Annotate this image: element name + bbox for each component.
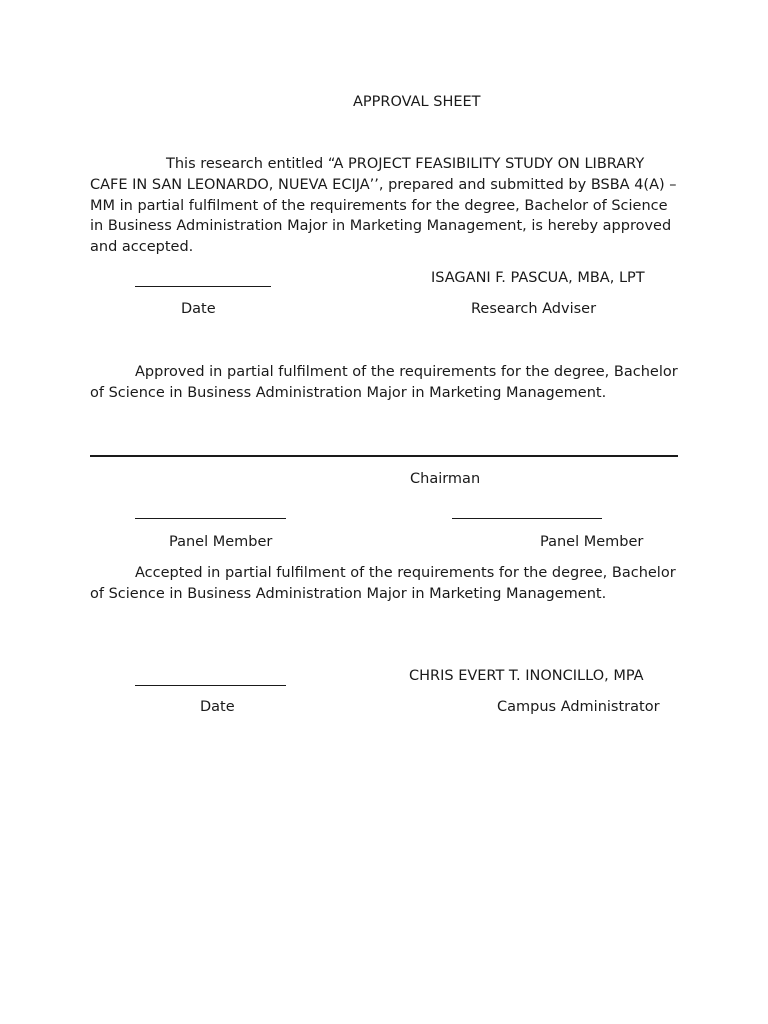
date-label: Date [181, 301, 216, 317]
adviser-role-label: Research Adviser [471, 301, 597, 317]
panel-member-left-label: Panel Member [169, 534, 273, 550]
approval-paragraph: Approved in partial fulfilment of the requirements for the degree, Bachelor of Science in Business Administration Major in Marketing Management. [90, 364, 678, 401]
panel-member-right-label: Panel Member [540, 534, 644, 550]
adviser-name: ISAGANI F. PASCUA, MBA, LPT [431, 270, 645, 286]
admin-date-label: Date [200, 699, 235, 715]
chairman-signature-line [90, 455, 678, 457]
acceptance-paragraph: Accepted in partial fulfilment of the requirements for the degree, Bachelor of Science in Business Administration Major in Marketing Management. [90, 565, 676, 602]
date-signature-line [135, 286, 271, 287]
panel-member-left-signature-line [135, 518, 286, 519]
document-title: APPROVAL SHEET [353, 94, 481, 110]
admin-name: CHRIS EVERT T. INONCILLO, MPA [409, 668, 644, 684]
admin-date-signature-line [135, 685, 286, 686]
admin-role-label: Campus Administrator [497, 699, 660, 715]
intro-paragraph: This research entitled “A PROJECT FEASIBILITY STUDY ON LIBRARY CAFE IN SAN LEONARDO, NUEVA ECIJA’’, prepared and submitted by BSBA 4(A) – MM in partial fulfilment of the requirements for the degree, Bachelor of Science in Business Administration Major in Marketing Management, is hereby approved and accepted. [90, 156, 677, 256]
chairman-label: Chairman [410, 471, 481, 487]
panel-member-right-signature-line [452, 518, 602, 519]
